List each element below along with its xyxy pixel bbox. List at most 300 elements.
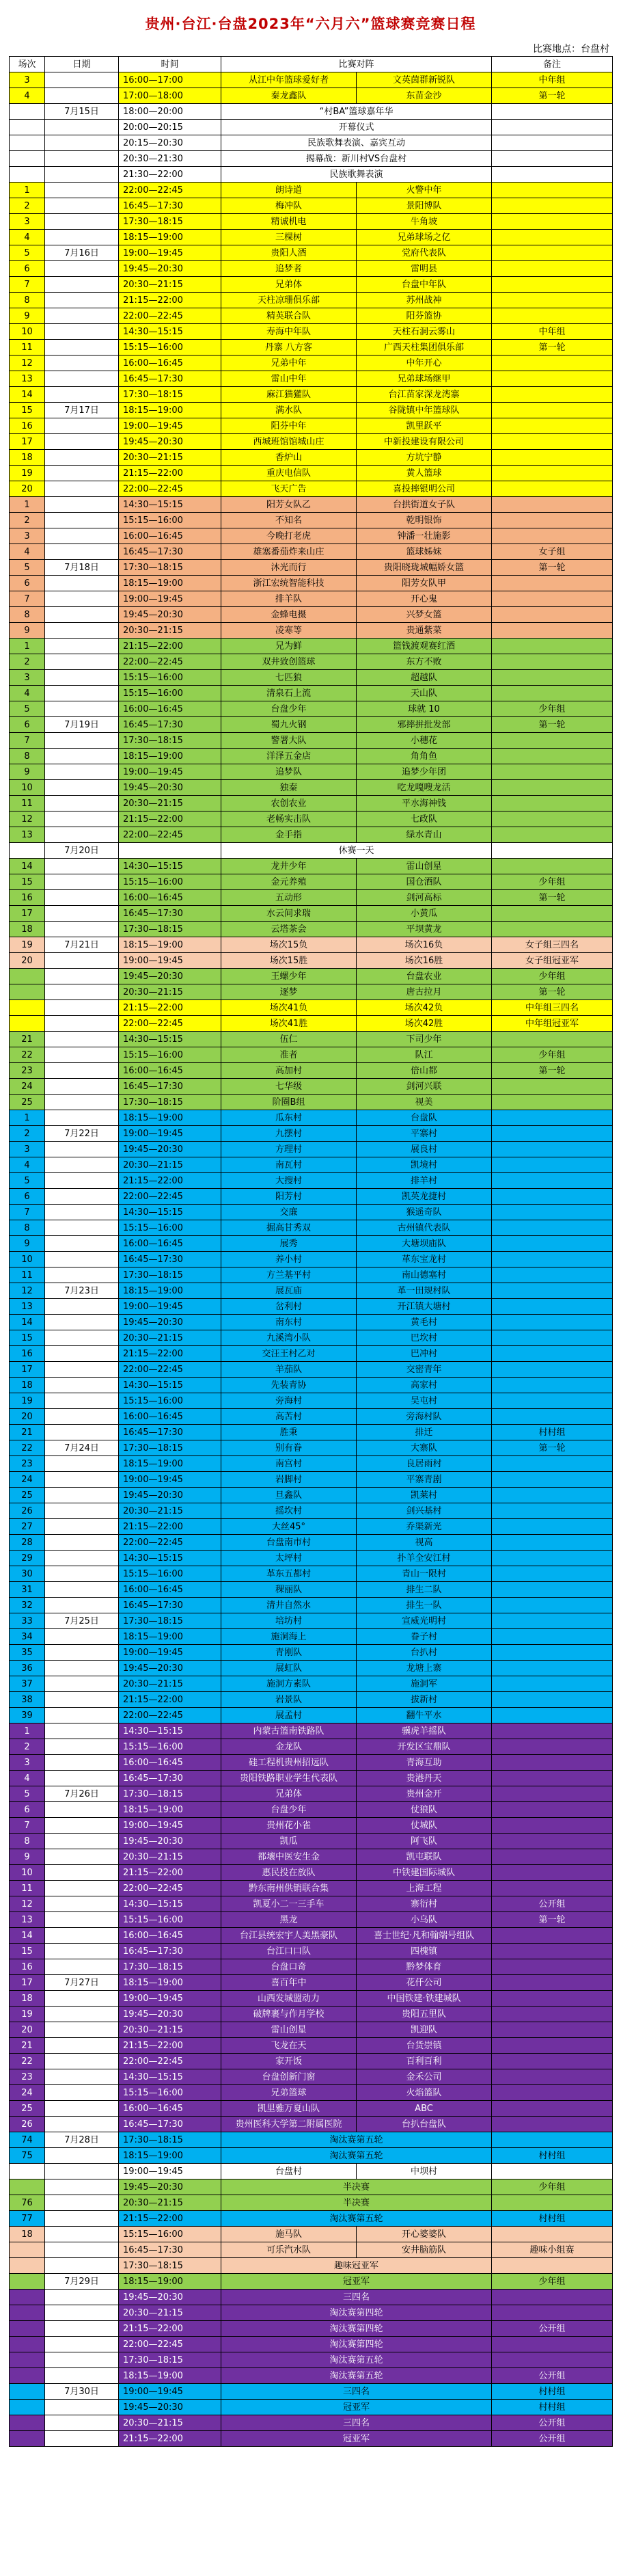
match-no: 23 — [10, 1063, 45, 1079]
table-row — [10, 843, 613, 859]
team-b: 雷山创星 — [357, 859, 492, 874]
match-date — [45, 1220, 119, 1236]
match-note — [492, 135, 613, 151]
match-time: 15:15—16:00 — [119, 874, 221, 890]
match-date — [45, 214, 119, 230]
team-b: 青山一限村 — [357, 1566, 492, 1582]
team-a: 金元养殖 — [221, 874, 357, 890]
table-row — [10, 387, 613, 403]
team-b: 扑羊全安江村 — [357, 1551, 492, 1566]
table-row — [10, 1739, 613, 1755]
match-time: 19:45—20:30 — [119, 1661, 221, 1676]
match-no: 12 — [10, 1283, 45, 1299]
match-note — [492, 1346, 613, 1362]
match-time: 18:00—20:00 — [119, 104, 221, 120]
match-time: 16:45—17:30 — [119, 1944, 221, 1959]
match-date: 7月20日 — [45, 843, 119, 859]
match-note — [492, 214, 613, 230]
team-a: 高加村 — [221, 1063, 357, 1079]
match-date: 7月26日 — [45, 1786, 119, 1802]
team-a: 羊茄队 — [221, 1362, 357, 1378]
team-b: 台盘农业 — [357, 969, 492, 984]
table-row — [10, 1566, 613, 1582]
match-date — [45, 1802, 119, 1818]
team-b: 旁海村队 — [357, 1409, 492, 1425]
match-time: 19:00—19:45 — [119, 2164, 221, 2179]
match-date — [45, 1865, 119, 1881]
match-date — [45, 2258, 119, 2274]
match-time: 18:15—19:00 — [119, 1802, 221, 1818]
match-time: 17:30—18:15 — [119, 1267, 221, 1283]
match-time: 19:00—19:45 — [119, 1991, 221, 2007]
match-date — [45, 1409, 119, 1425]
team-b: 巴坎村 — [357, 1330, 492, 1346]
table-row — [10, 2164, 613, 2179]
match-time: 15:15—16:00 — [119, 686, 221, 701]
table-row — [10, 922, 613, 937]
table-row — [10, 1472, 613, 1488]
match-no: 20 — [10, 953, 45, 969]
match-date: 7月30日 — [45, 2384, 119, 2400]
match-note: 第一轮 — [492, 717, 613, 733]
match-time: 16:00—16:45 — [119, 1236, 221, 1252]
match-no — [10, 2352, 45, 2368]
team-b: 骥虎羊摇队 — [357, 1723, 492, 1739]
match-note — [492, 2195, 613, 2211]
team-a: 从江中年篮球爱好者 — [221, 72, 357, 88]
team-a: 龙井少年 — [221, 859, 357, 874]
match-date — [45, 2148, 119, 2164]
team-b: 寨衍村 — [357, 1896, 492, 1912]
match-date — [45, 340, 119, 355]
match-date — [45, 308, 119, 324]
match-note — [492, 827, 613, 843]
table-row — [10, 811, 613, 827]
match-time: 20:30—21:30 — [119, 151, 221, 167]
match-time: 16:45—17:30 — [119, 1771, 221, 1786]
match-note — [492, 1519, 613, 1535]
match-time: 18:15—19:00 — [119, 230, 221, 245]
match-no: 2 — [10, 1126, 45, 1142]
team-b: 排生二队 — [357, 1582, 492, 1598]
match-no: 31 — [10, 1582, 45, 1598]
team-b: 交密青年 — [357, 1362, 492, 1378]
team-a: 今晚打老虎 — [221, 528, 357, 544]
match-date — [45, 1330, 119, 1346]
team-b: 倍山都 — [357, 1063, 492, 1079]
match-date — [45, 1771, 119, 1786]
match-no: 3 — [10, 72, 45, 88]
match-time: 20:30—21:15 — [119, 1676, 221, 1692]
match-date — [45, 466, 119, 481]
match-no: 25 — [10, 2101, 45, 2117]
table-row — [10, 1598, 613, 1613]
team-a: 硅工程机贵州招远队 — [221, 1755, 357, 1771]
team-b: 平寨村 — [357, 1126, 492, 1142]
team-a: 凌寒等 — [221, 623, 357, 639]
match-no: 9 — [10, 308, 45, 324]
match-title: 民族歌舞表演、嘉宾互动 — [221, 135, 492, 151]
match-note — [492, 1598, 613, 1613]
match-time: 19:45—20:30 — [119, 969, 221, 984]
match-no: 74 — [10, 2132, 45, 2148]
table-row — [10, 324, 613, 340]
team-a: 老畅实击队 — [221, 811, 357, 827]
match-time: 17:30—18:15 — [119, 1959, 221, 1975]
match-no: 5 — [10, 560, 45, 576]
match-time: 16:00—16:45 — [119, 1928, 221, 1944]
table-row — [10, 890, 613, 906]
team-b: 阿飞队 — [357, 1834, 492, 1849]
table-row — [10, 2321, 613, 2337]
team-b: 百利百利 — [357, 2054, 492, 2069]
match-time: 16:00—16:45 — [119, 701, 221, 717]
match-time: 18:15—19:00 — [119, 2274, 221, 2290]
team-a: 不知名 — [221, 513, 357, 528]
team-b: 巴冲村 — [357, 1346, 492, 1362]
table-row — [10, 576, 613, 591]
match-no: 20 — [10, 1409, 45, 1425]
table-row — [10, 1865, 613, 1881]
match-no: 7 — [10, 1818, 45, 1834]
match-no — [10, 151, 45, 167]
match-note — [492, 1330, 613, 1346]
match-date — [45, 371, 119, 387]
match-date — [45, 890, 119, 906]
table-row — [10, 1771, 613, 1786]
team-b: 下司少年 — [357, 1032, 492, 1047]
match-time: 19:45—20:30 — [119, 2007, 221, 2022]
table-row — [10, 1488, 613, 1503]
table-row — [10, 1881, 613, 1896]
table-row — [10, 450, 613, 466]
match-no: 18 — [10, 1378, 45, 1393]
team-b: 篮球姊妹 — [357, 544, 492, 560]
table-row — [10, 293, 613, 308]
match-no: 23 — [10, 1456, 45, 1472]
match-date — [45, 1047, 119, 1063]
match-note — [492, 151, 613, 167]
match-note — [492, 2117, 613, 2132]
match-time: 20:30—21:15 — [119, 1849, 221, 1865]
table-row — [10, 670, 613, 686]
match-date — [45, 953, 119, 969]
team-a: 大搜村 — [221, 1173, 357, 1189]
match-note — [492, 1189, 613, 1205]
table-row — [10, 1393, 613, 1409]
match-no: 14 — [10, 1928, 45, 1944]
team-a: 山西发城盟动力 — [221, 1991, 357, 2007]
team-b: 拔新村 — [357, 1692, 492, 1708]
table-row — [10, 1205, 613, 1220]
team-b: 开心婆婆队 — [357, 2227, 492, 2242]
team-a: 金手指 — [221, 827, 357, 843]
match-note — [492, 1959, 613, 1975]
match-time: 21:15—22:00 — [119, 2211, 221, 2227]
match-date — [45, 355, 119, 371]
match-date — [45, 576, 119, 591]
team-b: 剑兴基村 — [357, 1503, 492, 1519]
table-row — [10, 1110, 613, 1126]
match-note — [492, 2227, 613, 2242]
table-row — [10, 2242, 613, 2258]
match-time: 22:00—22:45 — [119, 654, 221, 670]
match-note — [492, 2069, 613, 2085]
match-note — [492, 2085, 613, 2101]
match-title: 淘汰赛第四轮 — [221, 2321, 492, 2337]
match-time: 15:15—16:00 — [119, 1912, 221, 1928]
match-date — [45, 1362, 119, 1378]
match-note: 第一轮 — [492, 1912, 613, 1928]
match-no: 19 — [10, 466, 45, 481]
match-date — [45, 2431, 119, 2447]
match-note — [492, 607, 613, 623]
team-a: 秦龙鑫队 — [221, 88, 357, 104]
match-time: 22:00—22:45 — [119, 481, 221, 497]
match-note — [492, 1566, 613, 1582]
match-title: 三四名 — [221, 2290, 492, 2305]
table-row — [10, 308, 613, 324]
match-no — [10, 2164, 45, 2179]
match-note: 少年组 — [492, 874, 613, 890]
team-a: 洋泽五金店 — [221, 749, 357, 764]
team-a: 都壤中医安生金 — [221, 1849, 357, 1865]
match-no: 22 — [10, 2054, 45, 2069]
match-date — [45, 1818, 119, 1834]
team-a: 养小村 — [221, 1252, 357, 1267]
match-date — [45, 1582, 119, 1598]
match-no: 20 — [10, 2022, 45, 2038]
match-note — [492, 576, 613, 591]
team-b: 小黄瓜 — [357, 906, 492, 922]
match-time: 20:30—21:15 — [119, 1157, 221, 1173]
table-row — [10, 198, 613, 214]
match-date — [45, 261, 119, 277]
match-date: 7月16日 — [45, 245, 119, 261]
match-title: 三四名 — [221, 2384, 492, 2400]
match-no: 5 — [10, 1173, 45, 1189]
match-note: 村村组 — [492, 2211, 613, 2227]
table-row — [10, 544, 613, 560]
team-a: 旦鑫队 — [221, 1488, 357, 1503]
match-date — [45, 1551, 119, 1566]
team-b: 中国铁建·铁建城队 — [357, 1991, 492, 2007]
match-note: 第一轮 — [492, 88, 613, 104]
table-row — [10, 1032, 613, 1047]
match-no: 26 — [10, 1503, 45, 1519]
match-date — [45, 796, 119, 811]
team-a: 寿海中年队 — [221, 324, 357, 340]
team-a: 胜秉 — [221, 1425, 357, 1440]
match-time: 14:30—15:15 — [119, 1723, 221, 1739]
match-time: 22:00—22:45 — [119, 827, 221, 843]
team-b: 超越队 — [357, 670, 492, 686]
match-date — [45, 2117, 119, 2132]
match-no: 19 — [10, 937, 45, 953]
team-b: 景阳博队 — [357, 198, 492, 214]
team-a: 凯里雅万夏山队 — [221, 2101, 357, 2117]
table-row — [10, 1928, 613, 1944]
table-row — [10, 371, 613, 387]
team-a: 雷山中年 — [221, 371, 357, 387]
table-row — [10, 1173, 613, 1189]
team-b: 中新投建设有限公司 — [357, 434, 492, 450]
team-a: 蜀九火钢 — [221, 717, 357, 733]
team-b: 天山队 — [357, 686, 492, 701]
match-note — [492, 1881, 613, 1896]
table-row — [10, 528, 613, 544]
match-no: 34 — [10, 1629, 45, 1645]
match-date — [45, 120, 119, 135]
table-row — [10, 2368, 613, 2384]
match-note — [492, 2337, 613, 2352]
match-note — [492, 1110, 613, 1126]
table-row — [10, 230, 613, 245]
match-date — [45, 1016, 119, 1032]
match-note — [492, 1849, 613, 1865]
match-time: 18:15—19:00 — [119, 1456, 221, 1472]
team-b: 场次42胜 — [357, 1016, 492, 1032]
match-note: 村村组 — [492, 1425, 613, 1440]
team-b: 苏州战神 — [357, 293, 492, 308]
match-no — [10, 2384, 45, 2400]
match-note — [492, 355, 613, 371]
match-time: 17:30—18:15 — [119, 1440, 221, 1456]
team-b: 南山德塞村 — [357, 1267, 492, 1283]
match-note — [492, 2132, 613, 2148]
team-b: 贵通紫菜 — [357, 623, 492, 639]
match-no: 33 — [10, 1613, 45, 1629]
team-a: 台盘创新门窗 — [221, 2069, 357, 2085]
team-a: 瓜东村 — [221, 1110, 357, 1126]
team-b: 上海工程 — [357, 1881, 492, 1896]
team-a: 满水队 — [221, 403, 357, 418]
schedule-table — [9, 56, 613, 2447]
match-date — [45, 1299, 119, 1315]
match-time: 19:00—19:45 — [119, 1472, 221, 1488]
match-note — [492, 513, 613, 528]
table-row — [10, 733, 613, 749]
match-date — [45, 72, 119, 88]
table-row — [10, 969, 613, 984]
table-row — [10, 623, 613, 639]
table-row — [10, 1409, 613, 1425]
team-a: 先装青协 — [221, 1378, 357, 1393]
team-b: 凯境村 — [357, 1157, 492, 1173]
match-date — [45, 1267, 119, 1283]
match-note: 趣味小组赛 — [492, 2242, 613, 2258]
team-b: 党府代表队 — [357, 245, 492, 261]
match-time: 18:15—19:00 — [119, 1283, 221, 1299]
match-date — [45, 984, 119, 1000]
team-a: 阶圈B组 — [221, 1095, 357, 1110]
match-no: 18 — [10, 450, 45, 466]
match-title: 冠亚军 — [221, 2274, 492, 2290]
match-note — [492, 780, 613, 796]
match-note — [492, 1503, 613, 1519]
team-a: 金龙队 — [221, 1739, 357, 1755]
team-a: 场次41胜 — [221, 1016, 357, 1032]
match-date: 7月15日 — [45, 104, 119, 120]
table-row — [10, 1283, 613, 1299]
match-no — [10, 2415, 45, 2431]
table-row — [10, 937, 613, 953]
match-date — [45, 811, 119, 827]
team-b: 中坝村 — [357, 2164, 492, 2179]
match-note — [492, 1252, 613, 1267]
team-a: 警署大队 — [221, 733, 357, 749]
match-note: 公开组 — [492, 2415, 613, 2431]
team-a: 伍仁 — [221, 1032, 357, 1047]
team-a: 王螺少年 — [221, 969, 357, 984]
team-a: 阳芳村 — [221, 1189, 357, 1205]
team-a: 逐梦 — [221, 984, 357, 1000]
match-no — [10, 2258, 45, 2274]
table-row — [10, 1551, 613, 1566]
table-row — [10, 1063, 613, 1079]
match-note: 少年组 — [492, 969, 613, 984]
team-a: 精英联合队 — [221, 308, 357, 324]
table-row — [10, 701, 613, 717]
team-a: 九溪湾小队 — [221, 1330, 357, 1346]
match-date — [45, 88, 119, 104]
team-b: 台盘队 — [357, 1110, 492, 1126]
match-date — [45, 607, 119, 623]
table-row — [10, 135, 613, 151]
team-a: 兄弟体 — [221, 277, 357, 293]
match-note — [492, 261, 613, 277]
team-b: 平坝黄龙 — [357, 922, 492, 937]
match-time: 15:15—16:00 — [119, 2227, 221, 2242]
match-date — [45, 1378, 119, 1393]
table-row — [10, 1157, 613, 1173]
team-b: 平水海神钱 — [357, 796, 492, 811]
match-no: 3 — [10, 1142, 45, 1157]
table-row — [10, 167, 613, 183]
match-time: 19:45—20:30 — [119, 434, 221, 450]
match-time: 22:00—22:45 — [119, 2337, 221, 2352]
match-note: 公开组 — [492, 1896, 613, 1912]
match-no — [10, 2368, 45, 2384]
table-row — [10, 2305, 613, 2321]
match-note — [492, 104, 613, 120]
match-no: 7 — [10, 277, 45, 293]
match-note — [492, 1739, 613, 1755]
match-note — [492, 1378, 613, 1393]
team-b: 广西天柱集团俱乐部 — [357, 340, 492, 355]
match-date — [45, 1425, 119, 1440]
match-no: 17 — [10, 434, 45, 450]
match-note — [492, 1991, 613, 2007]
match-no: 4 — [10, 88, 45, 104]
match-note — [492, 1205, 613, 1220]
table-row — [10, 717, 613, 733]
match-note — [492, 1834, 613, 1849]
match-note — [492, 1645, 613, 1661]
match-no: 18 — [10, 922, 45, 937]
match-no: 11 — [10, 1267, 45, 1283]
schedule-sheet — [9, 5, 612, 2447]
match-time: 20:30—21:15 — [119, 277, 221, 293]
match-no: 6 — [10, 261, 45, 277]
match-note — [492, 120, 613, 135]
team-b: 小穗花 — [357, 733, 492, 749]
match-note — [492, 859, 613, 874]
match-time: 19:45—20:30 — [119, 1834, 221, 1849]
match-note — [492, 387, 613, 403]
team-a: 飞天广告 — [221, 481, 357, 497]
team-a: 金蜂电摄 — [221, 607, 357, 623]
